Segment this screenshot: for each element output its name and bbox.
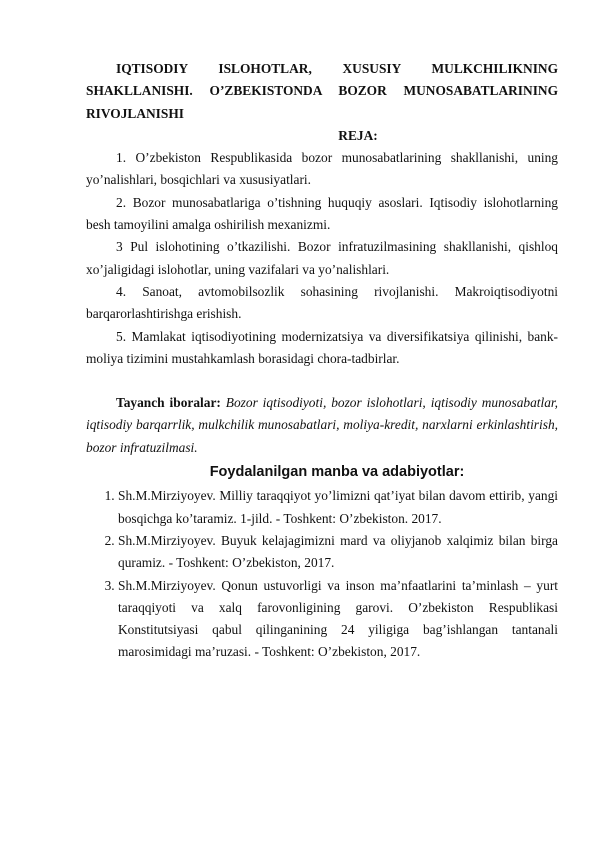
keywords-label: Tayanch iboralar: <box>116 395 221 411</box>
plan-heading: REJA: <box>338 127 378 143</box>
sources-list <box>86 485 558 663</box>
keywords-paragraph <box>86 392 558 459</box>
source-item-2: 2. Sh.M.Mirziyoyev. Buyuk kelajagimizni mard va oliyjanob xalqimiz bilan birga quramiz. - Toshkent: O’zbekiston, 2017. <box>118 530 558 575</box>
sources-heading: Foydalanilgan manba va adabiyotlar: <box>209 464 465 481</box>
plan-item-2: 2. Bozor munosabatlariga o’tishning huquqiy asoslari. Iqtisodiy islohotlarning besh tamoyilini amalga oshirilish mexanizmi. <box>86 194 558 233</box>
section-spacer <box>86 370 558 392</box>
plan-item-3: 3 Pul islohotining o’tkazilishi. Bozor infratuzilmasining shakllanishi, qishloq xo’jaligidagi islohotlar, uning vazifalari va yo’nalishlari. <box>86 239 558 277</box>
keywords-text: Bozor iqtisodiyoti, bozor islohotlari, iqtisodiy munosabatlar, iqtisodiy barqarrlik, mulkchilik munosabatlari, moliya-kredit, narxlarni erkinlashtirish, bozor infratuzilmasi. <box>86 395 558 455</box>
page-title: IQTISODIY ISLOHOTLAR, XUSUSIY MULKCHILIKNING SHAKLLANISHI. O’ZBEKISTONDA BOZOR MUNOSABATLARINING RIVOJLANISHI <box>86 61 558 121</box>
plan-item-5: 5. Mamlakat iqtisodiyotining modernizatsiya va diversifikatsiya qilinishi, bank-moliya tizimini mustahkamlash borasidagi chora-tadbirlar. <box>86 328 558 366</box>
source-item-1: 1. Sh.M.Mirziyoyev. Milliy taraqqiyot yo’limizni qat’iyat bilan davom ettirib, yangi bosqichga ko’taramiz. 1-jild. - Toshkent: O’zbekiston. 2017. <box>118 485 558 530</box>
document-page <box>86 58 558 664</box>
source-item-3: 3. Sh.M.Mirziyoyev. Qonun ustuvorligi va inson ma’nfaatlarini ta’minlash – yurt taraqqiyoti va xalq farovonligining garovi. O’zbekiston Respublikasi Konstitutsiyasi qabul qilinganining 24 yiligiga bag’ishlangan tantanali marosimidagi ma’ruzasi. - Toshkent: O’zbekiston, 2017. <box>118 575 558 664</box>
plan-item-1: 1. O’zbekiston Respublikasida bozor munosabatlarining shakllanishi, uning yo’nalishlari, bosqichlari va xususiyatlari. <box>86 150 558 188</box>
plan-item-4: 4. Sanoat, avtomobilsozlik sohasining rivojlanishi. Makroiqtisodiyotni barqarorlashtirishga erishish. <box>86 283 558 322</box>
